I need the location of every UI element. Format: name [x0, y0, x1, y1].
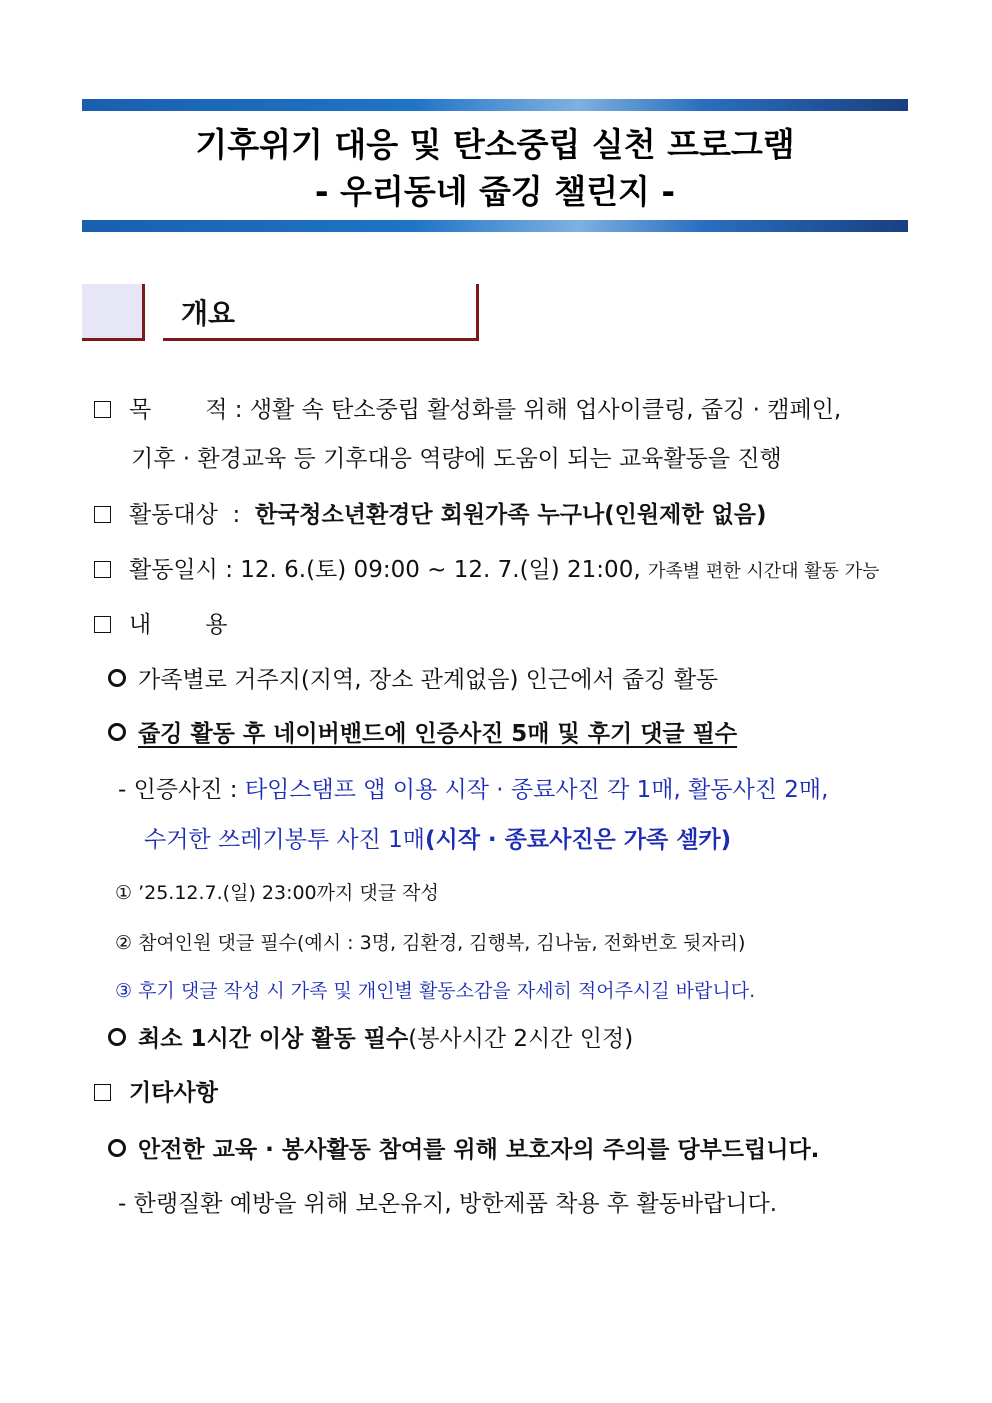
- checkbox-square-icon: [94, 616, 111, 633]
- content-label-b: 용: [205, 612, 228, 638]
- content-label-a: 내: [129, 612, 152, 638]
- photo-text-2b: (시작 · 종료사진은 가족 셀카): [424, 827, 732, 853]
- content-item-3: [108, 1024, 633, 1054]
- header-bottom-bar: [82, 220, 908, 232]
- section-header: [163, 284, 479, 341]
- purpose-text-1: 생활 속 탄소중립 활성화를 위해 업사이클링, 줍깅 · 캠페인,: [249, 397, 842, 423]
- header-top-bar: [82, 99, 908, 111]
- schedule-text: 12. 6.(토) 09:00 ~ 12. 7.(일) 21:00,: [240, 557, 641, 583]
- photo-row-2: [144, 825, 731, 855]
- content-row: [94, 610, 227, 640]
- section-marker: [82, 284, 145, 341]
- photo-row-1: [118, 775, 828, 805]
- schedule-row: [94, 555, 880, 587]
- target-colon: :: [232, 502, 241, 528]
- section-title: 개요: [181, 297, 236, 330]
- document-header: [82, 99, 908, 232]
- circle-bullet-icon: [108, 1028, 126, 1046]
- purpose-row: [94, 395, 841, 425]
- purpose-colon: :: [234, 397, 243, 423]
- purpose-label-a: 목: [129, 397, 152, 423]
- etc-item-1: [108, 1135, 819, 1165]
- target-label: 활동대상: [129, 502, 218, 528]
- schedule-colon: :: [225, 557, 233, 583]
- circle-bullet-icon: [108, 723, 126, 741]
- checkbox-square-icon: [94, 401, 111, 418]
- content-item-2: [108, 719, 737, 749]
- circle-bullet-icon: [108, 669, 126, 687]
- checkbox-square-icon: [94, 561, 111, 578]
- note-1: ① ’25.12.7.(일) 23:00까지 댓글 작성: [115, 882, 439, 904]
- photo-text-1: 타임스탬프 앱 이용 시작 · 종료사진 각 1매, 활동사진 2매,: [244, 777, 829, 803]
- note-3: ③ 후기 댓글 작성 시 가족 및 개인별 활동소감을 자세히 적어주시길 바랍니다.: [115, 980, 756, 1002]
- document-title: 기후위기 대응 및 탄소중립 실천 프로그램: [195, 125, 795, 164]
- circle-bullet-icon: [108, 1139, 126, 1157]
- etc-sub-1: - 한랭질환 예방을 위해 보온유지, 방한제품 착용 후 활동바랍니다.: [118, 1191, 778, 1217]
- etc-label: 기타사항: [129, 1080, 218, 1106]
- checkbox-square-icon: [94, 506, 111, 523]
- content-item-3-bold: 최소 1시간 이상 활동 필수: [138, 1026, 409, 1052]
- photo-text-2a: 수거한 쓰레기봉투 사진 1매: [144, 827, 425, 853]
- note-2: ② 참여인원 댓글 필수(예시 : 3명, 김환경, 김행복, 김나눔, 전화번호 뒷자리): [115, 932, 746, 954]
- target-row: [94, 500, 767, 530]
- target-text: 한국청소년환경단 회원가족 누구나(인원제한 없음): [254, 502, 767, 528]
- checkbox-square-icon: [94, 1084, 111, 1101]
- etc-item-1-text: 안전한 교육 · 봉사활동 참여를 위해 보호자의 주의를 당부드립니다.: [138, 1137, 820, 1163]
- content-item-1: [108, 665, 718, 695]
- schedule-label: 활동일시: [129, 557, 218, 583]
- schedule-note: 가족별 편한 시간대 활동 가능: [647, 561, 880, 582]
- document-subtitle: - 우리동네 줍깅 챌린지 -: [314, 172, 676, 211]
- purpose-text-2: 기후 · 환경교육 등 기후대응 역량에 도움이 되는 교육활동을 진행: [131, 446, 782, 472]
- etc-row: [94, 1078, 218, 1108]
- content-item-3-rest: (봉사시간 2시간 인정): [408, 1026, 634, 1052]
- content-item-2-text: 줍깅 활동 후 네이버밴드에 인증사진 5매 및 후기 댓글 필수: [138, 721, 738, 747]
- photo-prefix: - 인증사진 :: [118, 777, 238, 803]
- content-item-1-text: 가족별로 거주지(지역, 장소 관계없음) 인근에서 줍깅 활동: [138, 667, 719, 693]
- purpose-label-b: 적: [205, 397, 228, 423]
